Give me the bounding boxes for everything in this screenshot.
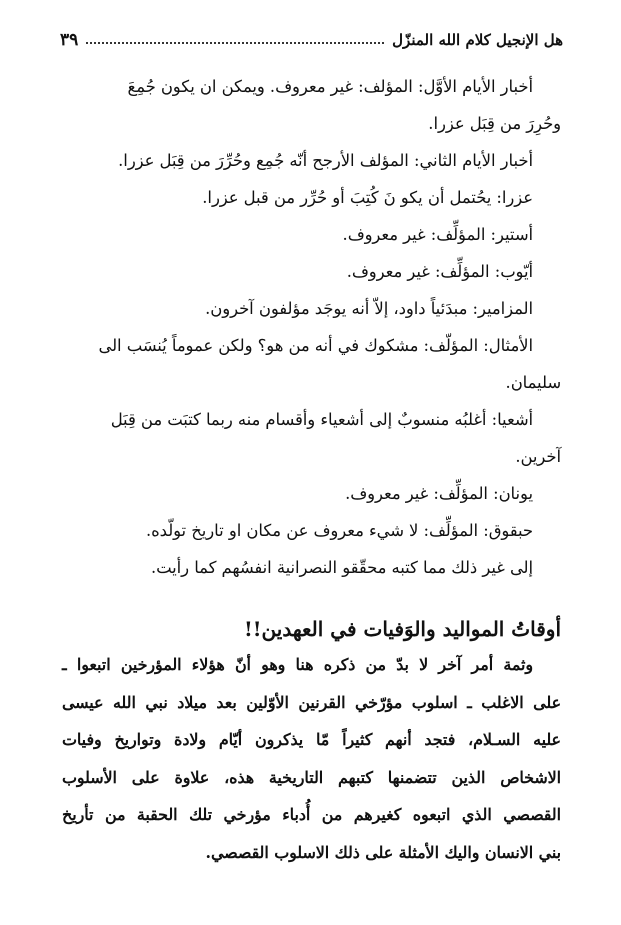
book-entry [62,68,561,142]
book-entry [62,327,561,401]
page-body [62,68,561,871]
header-title: هل الإنجيل كلام الله المنزّل [392,31,563,49]
book-entry: حبقوق: المؤلِّف: لا شيء معروف عن مكان او تاريخ تولّده. [145,521,533,540]
header-leader-dots [86,42,384,44]
book-entry: المزامير: مبدَئياً داود، إلاّ أنه يوجَد مؤلفون آخرون. [205,299,533,318]
paragraph-line: على الاغلب ـ اسلوب مؤرّخي القرنين الأوّلين بعد ميلاد نبي الله عيسى [62,692,561,712]
book-entry: يونان: المؤلِّف: غير معروف. [345,484,533,503]
book-entry: أخبار الأيام الثاني: المؤلف الأرجح أنّه جُمِع وحُرِّرَ من قِبَل عزرا. [118,151,533,170]
section-paragraph [62,646,561,871]
book-entry: عزرا: يحُتمل أن يكو نَ كُتِبَ أو حُرِّر من قبل عزرا. [202,188,533,207]
section-heading: أوقاتُ المواليد والوَفيات في العهدين!! [243,617,561,641]
paragraph-line: عليه السـلام، فتجد أنهم كثيراً مّا يذكرون أيّام ولادة وتواريخ وفيات [62,730,561,749]
paragraph-line: القصصي الذي اتبعوه كغيرهم من أُدباء مؤرخي تلك الحقبة من تأريخ [62,805,561,824]
entry-text: أشعيا: أغلبُه منسوبٌ إلى أشعياء وأقسام منه ربما كتبَت من قِبَل [110,410,533,429]
entry-continuation: آخرين. [515,447,561,466]
running-header [60,30,563,50]
book-entry: أيّوب: المؤلِّف: غير معروف. [346,262,533,281]
entry-text: أخبار الأيام الأوَّل: المؤلف: غير معروف. ويمكن ان يكون جُمِعَ [127,77,533,96]
entry-continuation: سليمان. [505,373,561,392]
paragraph-line: وثمة أمر آخر لا بدّ من ذكره هنا وهو أنّ هؤلاء المؤرخين اتبعوا ـ [62,655,533,674]
book-entry: أستير: المؤلِّف: غير معروف. [342,225,533,244]
paragraph-line: بني الانسان واليك الأمثلة على ذلك الاسلوب القصصي. [205,842,561,862]
book-entry [62,401,561,475]
page-number: ٣٩ [60,30,79,50]
book-entry: إلى غير ذلك مما كتبه محقّقو النصرانية انفسُهم كما رأيت. [150,558,533,577]
entry-continuation: وحُرِرَ من قِبَل عزرا. [428,114,561,133]
paragraph-line: الاشخاص الذين تتضمنها كتبهم التاريخية هذه، علاوة على الأسلوب [62,767,561,787]
entry-text: الأمثال: المؤلّف: مشكوك في أنه من هو؟ ولكن عموماً يُنسَب الى [98,336,533,355]
